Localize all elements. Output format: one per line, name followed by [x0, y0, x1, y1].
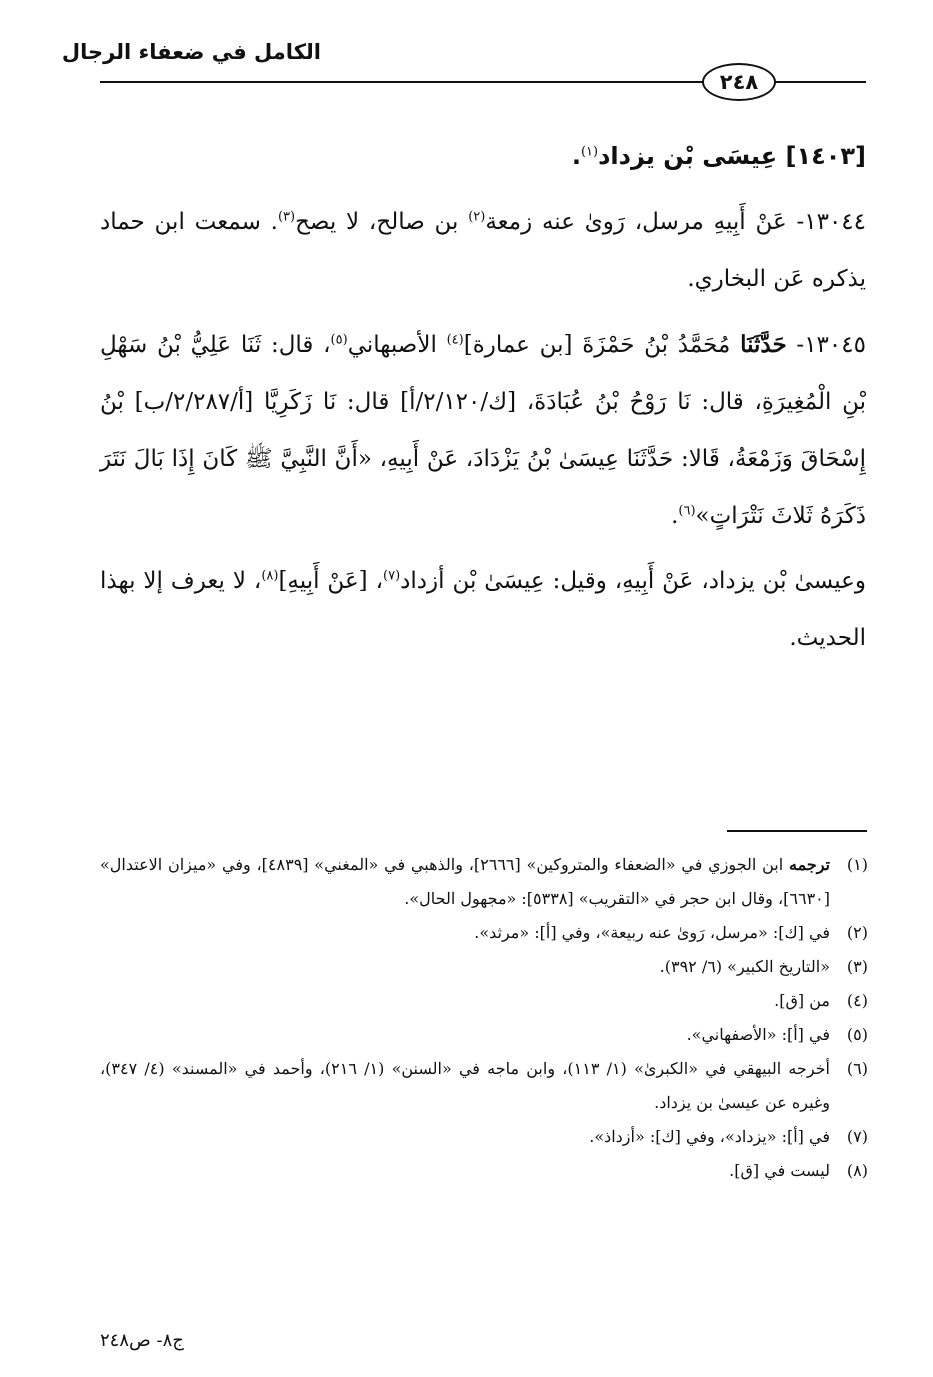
footnote-text: في [ك]: «مرسل، رَوىٰ عنه ربيعة»، وفي [أ]: «مرثد».	[474, 923, 830, 942]
footnote-item	[100, 984, 868, 1018]
footnote-text: ابن الجوزي في «الضعفاء والمتروكين» [٢٦٦٦]، والذهبي في «المغني» [٤٨٣٩]، وفي «ميزان الاعتدال» [٦٦٣٠]، وقال ابن حجر في «التقريب» [٥٣٣٨]: «مجهول الحال».	[100, 855, 830, 908]
footnote-ref: (٤)	[446, 332, 464, 348]
footnote-text: أخرجه البيهقي في «الكبرىٰ» (١/ ١١٣)، وابن ماجه في «السنن» (١/ ٢١٦)، وأحمد في «المسند» (٤/ ٣٤٧)، وغيره عن عيسىٰ بن يزداد.	[100, 1059, 830, 1112]
footnote-item	[100, 1052, 868, 1120]
footnote-number: (٤)	[846, 991, 868, 1010]
footnote-number: (٨)	[846, 1161, 868, 1180]
footnote-ref: (٧)	[383, 568, 401, 584]
entry-heading-text: [١٤٠٣] عِيسَى بْن يزداد	[598, 142, 866, 170]
volume-page-reference: ج٨- ص٢٤٨	[100, 1330, 184, 1351]
text-span: بن صالح، لا يصح	[295, 209, 469, 235]
footnote-ref: (٢)	[468, 209, 486, 225]
hadith-paragraph-13044	[100, 194, 866, 308]
running-title: الكامل في ضعفاء الرجال	[61, 40, 321, 64]
text-span: الأصبهاني	[347, 332, 447, 358]
page-number: ٢٤٨	[702, 63, 776, 101]
closing-paragraph	[100, 553, 866, 667]
footnote-number: (٢)	[846, 923, 868, 942]
haddathana-word: حَدَّثَنَا	[740, 331, 787, 358]
footnote-text: من [ق].	[774, 991, 830, 1010]
footnote-text: في [أ]: «يزداد»، وفي [ك]: «أزداذ».	[589, 1127, 830, 1146]
main-text	[100, 128, 866, 675]
text-span: ، قال: ثَنَا عَلِيُّ بْنُ سَهْلِ بْنِ الْمُغِيرَةِ، قال: نَا رَوْحُ بْنُ عُبَادَةَ، [ك/٢/١٢٠/أ] قال: نَا زَكَرِيَّا [أ/٢/٢٨٧/ب] بْنُ إِسْحَاقَ وَزَمْعَةُ، قَالا: حَدَّثَنَا عِيسَىٰ بْنُ يَزْدَادَ، عَنْ أَبِيهِ، «أَنَّ النَّبِيَّ ﷺ كَانَ إِذَا بَالَ نَتَرَ ذَكَرَهُ ثَلاثَ نَتْرَاتٍ»	[100, 332, 866, 529]
text-span: مُحَمَّدُ بْنُ حَمْزَةَ [بن عمارة]	[463, 332, 741, 358]
footnote-ref: (٥)	[330, 332, 348, 348]
text-span: ١٣٠٤٤- عَنْ أَبِيهِ مرسل، رَوىٰ عنه زمعة	[485, 209, 867, 235]
footnote-item	[100, 1154, 868, 1188]
hadith-number: ١٣٠٤٥-	[786, 332, 866, 358]
text-span: ، لا يعرف إلا بهذا الحديث.	[100, 568, 866, 651]
footnote-ref: (١)	[580, 144, 599, 160]
footnote-item	[100, 1120, 868, 1154]
text-span: وعيسىٰ بْن يزداد، عَنْ أَبِيهِ، وقيل: عِيسَىٰ بْن أزداد	[400, 568, 866, 594]
footnote-item	[100, 916, 868, 950]
text-span: . سمعت ابن حماد يذكره عَن البخاري.	[100, 209, 866, 292]
text-span: ، [عَنْ أَبِيهِ]	[278, 568, 383, 594]
footnote-text: «التاريخ الكبير» (٦/ ٣٩٢).	[659, 957, 830, 976]
hadith-paragraph-13045	[100, 316, 866, 545]
footnote-number: (٣)	[846, 957, 868, 976]
footnote-text: ليست في [ق].	[729, 1161, 830, 1180]
footnote-number: (٧)	[846, 1127, 868, 1146]
footnote-item	[100, 950, 868, 984]
text-span: .	[671, 503, 679, 529]
footnotes-list	[100, 848, 868, 1188]
footnote-rule	[727, 830, 867, 832]
footnote-number: (٥)	[846, 1025, 868, 1044]
footnote-lead: ترجمه	[789, 855, 830, 874]
footnote-ref: (٦)	[678, 503, 696, 519]
footnote-text: في [أ]: «الأصفهاني».	[686, 1025, 830, 1044]
footnote-item	[100, 1018, 868, 1052]
footnote-number: (١)	[846, 855, 868, 874]
footnote-ref: (٨)	[261, 568, 279, 584]
entry-heading	[100, 128, 866, 186]
footnote-number: (٦)	[846, 1059, 868, 1078]
footnote-ref: (٣)	[277, 209, 296, 225]
entry-heading-end: .	[571, 142, 581, 170]
footnote-item	[100, 848, 868, 916]
